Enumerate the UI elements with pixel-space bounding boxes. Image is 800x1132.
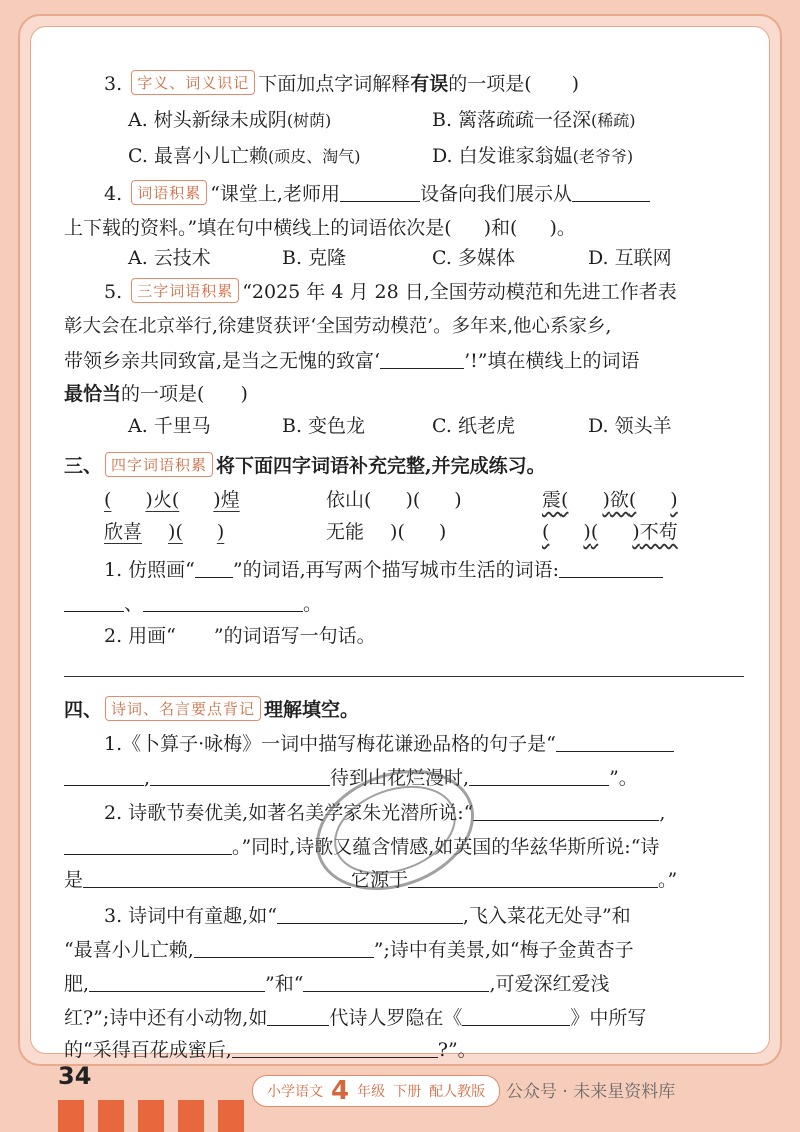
q4-blank-2[interactable] — [572, 183, 650, 202]
s4-p3-blank-5[interactable] — [267, 1007, 329, 1026]
s4-p1-blank-1[interactable] — [556, 733, 674, 752]
s4-p3-line2: “最喜小儿亡赖, ”;诗中有美景,如“梅子金黄杏子 — [64, 939, 634, 961]
ink-stamp-icon — [300, 755, 490, 905]
s4-p1-line1: 1.《卜算子·咏梅》一词中描写梅花谦逊品格的句子是“ — [104, 730, 674, 758]
s4-p3-line4: 红?”;诗中还有小动物,如 代诗人罗隐在《 》中所写 — [64, 1007, 647, 1029]
s4-p3-line3: 肥, ”和“ ,可爱深红爱浅 — [64, 973, 610, 995]
q5-line4: 最恰当的一项是( ) — [64, 383, 248, 405]
q5-line3: 带领乡亲共同致富,是当之无愧的致富‘ ’!”填在横线上的词语 — [64, 350, 640, 372]
q3-option-d[interactable]: D. 白发谁家翁媪(老爷爷) — [432, 145, 634, 167]
s3-subq2: 2. 用画“ ”的词语写一句话。 — [104, 625, 376, 647]
q5-blank[interactable] — [380, 350, 464, 369]
q5-tag: 三字词语积累 — [131, 278, 239, 303]
book-info-badge: 小学语文 4 年级 下册 配人教版 — [252, 1075, 500, 1107]
s4-p2-line3: 是 它源于 。” — [64, 869, 678, 891]
q4-blank-1[interactable] — [340, 183, 420, 202]
idiom-2[interactable]: 依山( )( ) — [326, 489, 462, 511]
s3-subq1-blank-2[interactable] — [64, 593, 124, 612]
q5-line2: 彰大会在北京举行,徐建贤获评‘全国劳动模范’。多年来,他心系家乡, — [64, 316, 612, 337]
s4-p3-blank-2[interactable] — [194, 939, 374, 958]
idiom-1[interactable]: ( )火( )煌 — [104, 489, 240, 511]
q4-option-d[interactable]: D. 互联网 — [588, 247, 672, 269]
page-number: 34 — [58, 1062, 92, 1090]
s4-p3-blank-4[interactable] — [303, 973, 489, 992]
q5-option-c[interactable]: C. 纸老虎 — [432, 415, 515, 437]
s4-tag: 诗词、名言要点背记 — [105, 696, 261, 721]
section-4-heading: 四、 诗词、名言要点背记 理解填空。 — [64, 696, 359, 724]
q3-tag: 字义、词义识记 — [131, 70, 255, 95]
s4-p3-line1: 3. 诗词中有童趣,如“ ,飞入菜花无处寻”和 — [104, 905, 631, 927]
s4-p3-line5: 的“采得百花成蜜后, ?”。 — [64, 1039, 477, 1061]
s4-p2-line2: 。”同时,诗歌又蕴含情感,如英国的华兹华斯所说:“诗 — [64, 833, 659, 861]
q3-option-c[interactable]: C. 最喜小儿亡赖(顽皮、淘气) — [128, 145, 361, 167]
s3-subq1-blank-3[interactable] — [143, 593, 303, 612]
s3-answer-line[interactable] — [64, 676, 744, 677]
s4-p1-blank-2[interactable] — [64, 767, 144, 786]
s3-tag: 四字词语积累 — [105, 452, 213, 477]
q5-line1: 5. 三字词语积累 “2025 年 4 月 28 日,全国劳动模范和先进工作者表 — [104, 278, 677, 306]
q3-stem: 3. 字义、词义识记 下面加点字词解释有误的一项是( ) — [104, 70, 579, 98]
watermark-text: 公众号 · 未来星资料库 — [506, 1082, 676, 1102]
s3-subq1-cont: 、 。 — [64, 590, 322, 618]
q5-option-b[interactable]: B. 变色龙 — [282, 415, 366, 437]
q4-line2: 上下载的资料。”填在句中横线上的词语依次是( )和( )。 — [64, 217, 576, 239]
s3-subq1: 1. 仿照画“ ”的词语,再写两个描写城市生活的词语: — [104, 556, 663, 584]
q4-tag: 词语积累 — [131, 180, 207, 205]
q5-option-d[interactable]: D. 领头羊 — [588, 415, 672, 437]
s4-p3-blank-7[interactable] — [232, 1039, 438, 1058]
section-3-heading: 三、 四字词语积累 将下面四字词语补充完整,并完成练习。 — [64, 452, 546, 480]
idiom-5[interactable]: 无能 )( ) — [326, 521, 447, 543]
q4-line1: 4. 词语积累 “课堂上,老师用 设备向我们展示从 — [104, 180, 650, 208]
s4-p2-blank-1[interactable] — [473, 802, 659, 821]
s4-p3-blank-3[interactable] — [89, 973, 265, 992]
s4-p2-blank-2[interactable] — [64, 836, 232, 855]
q3-option-b[interactable]: B. 篱落疏疏一径深(稀疏) — [432, 109, 636, 131]
idiom-4[interactable]: 欣喜 )( ) — [104, 521, 225, 543]
idiom-6[interactable]: ( )( )不苟 — [542, 521, 678, 543]
q4-option-a[interactable]: A. 云技术 — [128, 247, 211, 269]
q5-option-a[interactable]: A. 千里马 — [128, 415, 211, 437]
s4-p3-blank-1[interactable] — [277, 905, 463, 924]
q4-option-c[interactable]: C. 多媒体 — [432, 247, 515, 269]
q3-option-a[interactable]: A. 树头新绿未成阴(树荫) — [128, 109, 332, 131]
q4-option-b[interactable]: B. 克隆 — [282, 247, 347, 269]
idiom-3[interactable]: 震( )欲( ) — [542, 489, 678, 511]
s3-subq1-blank-1[interactable] — [559, 559, 663, 578]
s4-p2-line1: 2. 诗歌节奏优美,如著名美学家朱光潜所说:“ , — [104, 802, 666, 824]
s4-p1-line2: , 待到山花烂漫时, ”。 — [64, 764, 638, 792]
q3-number: 3. — [104, 73, 123, 95]
s4-p1-blank-4[interactable] — [469, 767, 609, 786]
s4-p3-blank-6[interactable] — [462, 1007, 570, 1026]
